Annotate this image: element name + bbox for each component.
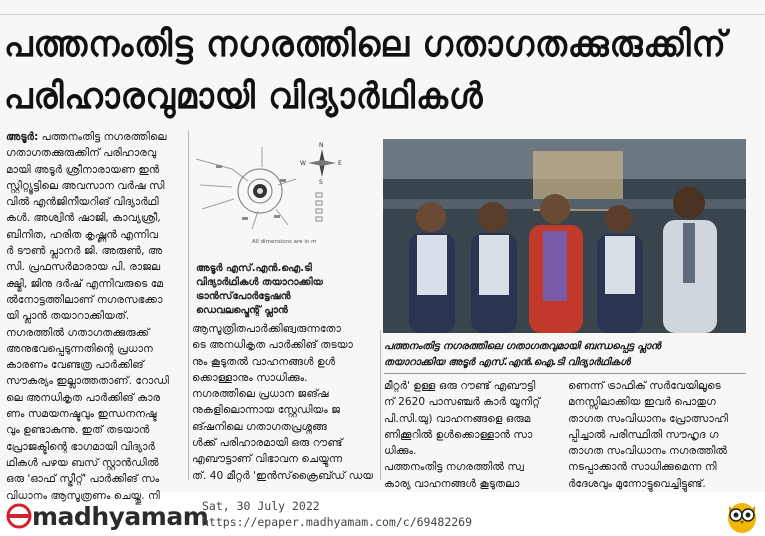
article-line: വിധാനം ആസൂത്രണം ചെയ്തു. നി: [6, 489, 160, 502]
vehicle-mark: [216, 165, 222, 168]
map-legend: [316, 193, 322, 221]
students-photo-illustration: [383, 139, 746, 333]
article-line: നും കൂടുതൽ വാഹനങ്ങൾ ഉൾ: [192, 355, 336, 368]
article-line: പത്തനംതിട്ട നഗരത്തിൽ സ്വ: [384, 461, 524, 474]
article-line: വും ഉണ്ടാകുന്നു. ഇത് തടയാൻ: [6, 424, 150, 437]
article-line: അടൂർ: പത്തനംതിട്ട നഗരത്തിലെ: [6, 131, 167, 143]
students-photo: [383, 139, 746, 333]
article-line: എബൗട്ടാണ് വിഭാവന ചെയ്യുന്ന: [192, 453, 343, 466]
article-line: ണം സമയനഷ്ടവും ഇന്ധനനഷ്ട: [6, 408, 157, 421]
road-line: [196, 159, 248, 181]
article-column-1: [6, 129, 186, 502]
article-line: ഥികൾ പഴയ ബസ് സ്റ്റാൻഡിൽ: [6, 456, 159, 469]
footer-meta: [202, 498, 472, 530]
road-line: [202, 199, 234, 209]
article-line: ഒരു 'ഓഫ് സ്ട്രീറ്റ്' പാർക്കിങ് സം: [6, 473, 160, 486]
article-line: നുകളിലൊന്നായ സ്റ്റേഡിയം ജ: [192, 404, 341, 417]
article-line: പി.സി.യു) വാഹനങ്ങളെ ഒരുമ: [384, 412, 531, 425]
epaper-url[interactable]: https://epaper.madhyamam.com/c/69482269: [202, 515, 473, 529]
article-line: മായി അടൂർ ശ്രീനാരായണ ഇൻ: [6, 163, 160, 176]
brand-name: madhyamam: [32, 501, 209, 531]
article-line: ക്ഷ്മി, ജിനു ദർഷ് എന്നിവരുടെ മേ: [6, 277, 164, 290]
compass-icon: [308, 149, 336, 177]
roundabout-plan-illustration: [192, 139, 344, 247]
article-line: ലെ അനധികൃത പാർക്കിങ് കാര: [6, 391, 161, 404]
article-line: കാര്യ വാഹനങ്ങൾ കൂടുതലാ: [384, 477, 520, 490]
article-line: താഗത സംവിധാനം നഗരത്തിൽ: [568, 445, 728, 458]
article-line: ക്കൊള്ളാനും സാധിക്കും.: [192, 371, 308, 384]
article-line: പ്പിച്ചാൽ പരിസ്ഥിതി സൗഹൃദ ഗ: [568, 428, 719, 441]
road-line: [252, 211, 258, 229]
article-line: ങ്ഷനിലെ ഗതാഗതപ്രശ്നങ്ങ: [192, 420, 327, 433]
dateline: അടൂർ:: [6, 131, 39, 143]
article-line: യി പ്ലാൻ തയാറാക്കിയത്.: [6, 310, 130, 323]
compass-s-label: S: [319, 179, 323, 186]
article-line: ബിനിത, ഹരിത കൃഷ്ണൻ എന്നിവ: [6, 228, 158, 241]
article-line: കൾ. അശ്വിൻ ഷാജി, കാവ്യശ്രീ,: [6, 212, 161, 225]
madhyamam-logo[interactable]: [6, 500, 208, 532]
map-caption: അടൂർ എസ്.എൻ.ഐ.ടി വിദ്യാർഥികൾ തയാറാക്കിയ ട്രാൻസ്‌പോർട്ടേഷൻ ഡെവലപ്മെന്റ് പ്ലാൻ: [196, 263, 323, 316]
article-line: ത്. 40 മീറ്റർ 'ഇൻസ്‌ക്രൈബ്ഡ് ഡയ: [192, 469, 374, 482]
publish-date: Sat, 30 July 2022: [202, 499, 320, 513]
article-line: ന് 2620 പാസഞ്ചർ കാർ യൂനിറ്റ്: [384, 396, 540, 409]
article-line: ൾക്ക് പരിഹാരമായി ഒരു റൗണ്ട്: [192, 437, 343, 450]
article-line: ഗതാഗതക്കുരുക്കിന് പരിഹാരവു: [6, 147, 157, 160]
article-line: സൗകര്യം ഇല്ലാത്തതാണ്. റോഡി: [6, 375, 169, 388]
article-line: സ്റ്റിറ്റ്യൂട്ടിലെ അവസാന വർഷ സി: [6, 179, 165, 192]
top-rule: [0, 14, 765, 15]
article-column-4: [568, 378, 758, 492]
madhyamam-brand-icon: [6, 503, 32, 529]
vehicle-mark: [274, 215, 280, 218]
vehicle-mark: [242, 217, 248, 220]
article-line: താഗത സംവിധാനം പ്രോത്സാഹി: [568, 412, 728, 425]
photo-caption: പത്തനംതിട്ട നഗരത്തിലെ ഗതാഗതവുമായി ബന്ധപ്പെട്ട പ്ലാൻ തയാറാക്കിയ അടൂർ എസ്.എൻ.ഐ.ടി വിദ്യാർഥികൾ: [384, 339, 746, 374]
article-line: ർ ടൗൺ പ്ലാനർ ജി. അരുൺ, അ: [6, 245, 163, 258]
article-column-3: [384, 378, 562, 492]
article-line: നഗരത്തിൽ ഗതാഗതക്കുരുക്ക്: [6, 326, 150, 339]
roundabout-center-dot: [257, 188, 263, 194]
article-line: ണിക്കൂറിൽ ഉൾക്കൊള്ളാൻ സാ: [384, 428, 533, 441]
compass-e-label: E: [338, 160, 342, 167]
article-line: അനുഭവപ്പെടുന്നതിന്റെ പ്രധാന: [6, 342, 153, 355]
owl-icon[interactable]: [725, 498, 759, 534]
article-line: മനസ്സിലാക്കിയ ഇവർ പൊതുഗ: [568, 396, 716, 409]
article-line: നഗരത്തിലെ പ്രധാന ജങ്ഷ: [192, 388, 329, 401]
article-line: ൽനോട്ടത്തിലാണ് നഗരസഭക്കാ: [6, 293, 163, 306]
article-line: സി. പ്രഫസർമാരായ പി. രാജല: [6, 261, 161, 274]
compass-w-label: W: [300, 160, 306, 167]
vehicle-mark: [280, 179, 286, 182]
road-line: [200, 185, 232, 187]
article-line: പ്രോജക്ടിന്റെ ഭാഗമായി വിദ്യാർ: [6, 440, 155, 453]
dimension-note: All dimensions are in m: [252, 239, 317, 245]
column-divider: [380, 330, 381, 480]
article-line: ധിക്കും.: [384, 445, 417, 458]
article-line: മീറ്റർ' ഉള്ള ഒരു റൗണ്ട് എബൗട്ടി: [384, 380, 536, 392]
article-line: നടപ്പാക്കാൻ സാധിക്കുമെന്ന നി: [568, 461, 717, 474]
article-line: ടെ അനധികൃത പാർക്കിങ് തടയാ: [192, 339, 353, 352]
headline-line-2: പരിഹാരവുമായി വിദ്യാർഥികൾ: [4, 76, 484, 117]
article-line: ണെന്ന് ട്രാഫിക് സർവേയിലൂടെ: [568, 380, 721, 392]
article-column-2: [192, 321, 376, 487]
compass-n-label: N: [319, 142, 324, 149]
article-line: ർദേശവും മുന്നോട്ടുവെച്ചിട്ടുണ്ട്.: [568, 477, 706, 490]
headline-line-1: പത്തനംതിട്ട നഗരത്തിലെ ഗതാഗതക്കുരുക്കിന്: [4, 24, 727, 65]
article-line: വിൽ എൻജിനീയറിങ് വിദ്യാർഥി: [6, 196, 159, 209]
article-line: ആസൂത്രിതപാർക്കിങ്വരുന്നതോ: [192, 323, 342, 335]
article-line: കാരണം വേണ്ടത്ര പാർക്കിങ്: [6, 359, 144, 372]
column-divider: [188, 130, 189, 480]
